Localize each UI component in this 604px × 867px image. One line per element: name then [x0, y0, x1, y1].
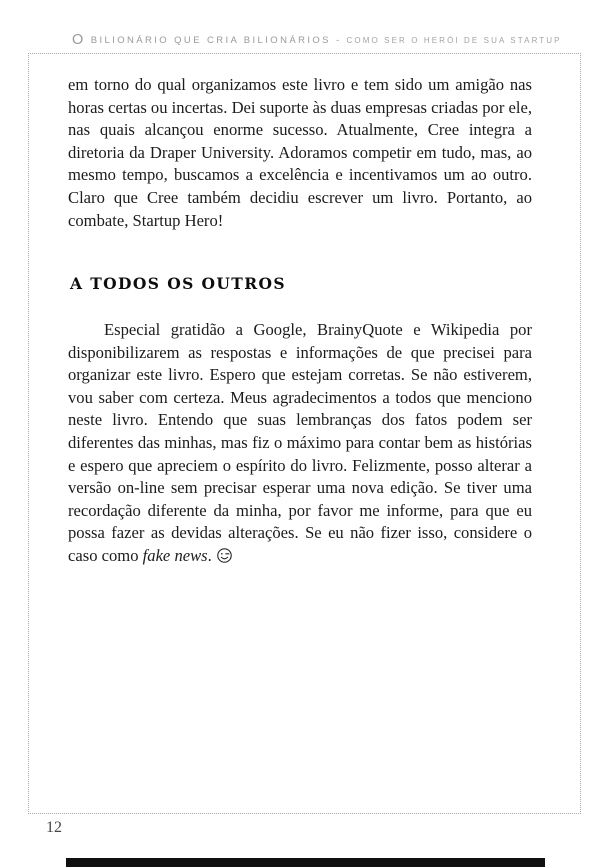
- paragraph-acknowledgments-period: .: [207, 545, 212, 565]
- next-page-edge-bar: [66, 858, 545, 867]
- running-header-initial: O: [72, 32, 86, 48]
- paragraph-acknowledgments-text: Especial gratidão a Google, BrainyQuote e Wikipedia por disponibilizarem as respostas e informações de que precisei para organizar este livro. Espero que estejam corretas. Se não estiverem, vou saber com certeza. Meus agradecimentos a todos que menciono neste livro. Entendo que suas lembranças dos fatos podem ser diferentes das minhas, mas fiz o máximo para contar bem as histórias e espero que apreciem o espírito do livro. Felizmente, posso alterar a versão on-line sem precisar esperar uma nova edição. Se tiver uma recordação diferente da minha, por favor me informe, para que eu possa fazer as devidas alterações. Se eu não fizer isso, considere o caso como: [68, 320, 532, 565]
- running-header-subtitle: COMO SER O HERÓI DE SUA STARTUP: [346, 36, 562, 45]
- running-header: [72, 33, 562, 48]
- page-number: 12: [46, 819, 62, 836]
- fake-news-italic: fake news: [142, 545, 208, 565]
- running-header-separator: -: [335, 35, 347, 46]
- winking-face-icon: [216, 547, 233, 564]
- paragraph-continuation: em torno do qual organizamos este livro e tem sido um amigão nas horas certas ou incertas. Dei suporte às duas empresas criadas por ele, nas quais alcançou enorme sucesso. Atualmente, Cree integra a diretoria da Draper University. Adoramos competir em tudo, mas, ao mesmo tempo, buscamos a excelência e incentivamos um ao outro. Claro que Cree também decidiu escrever um livro. Portanto, ao combate, Startup Hero!: [68, 75, 532, 230]
- running-header-title: BILIONÁRIO QUE CRIA BILIONÁRIOS: [85, 35, 336, 46]
- paragraph-acknowledgments: [68, 319, 532, 568]
- section-heading: A TODOS OS OUTROS: [70, 274, 287, 293]
